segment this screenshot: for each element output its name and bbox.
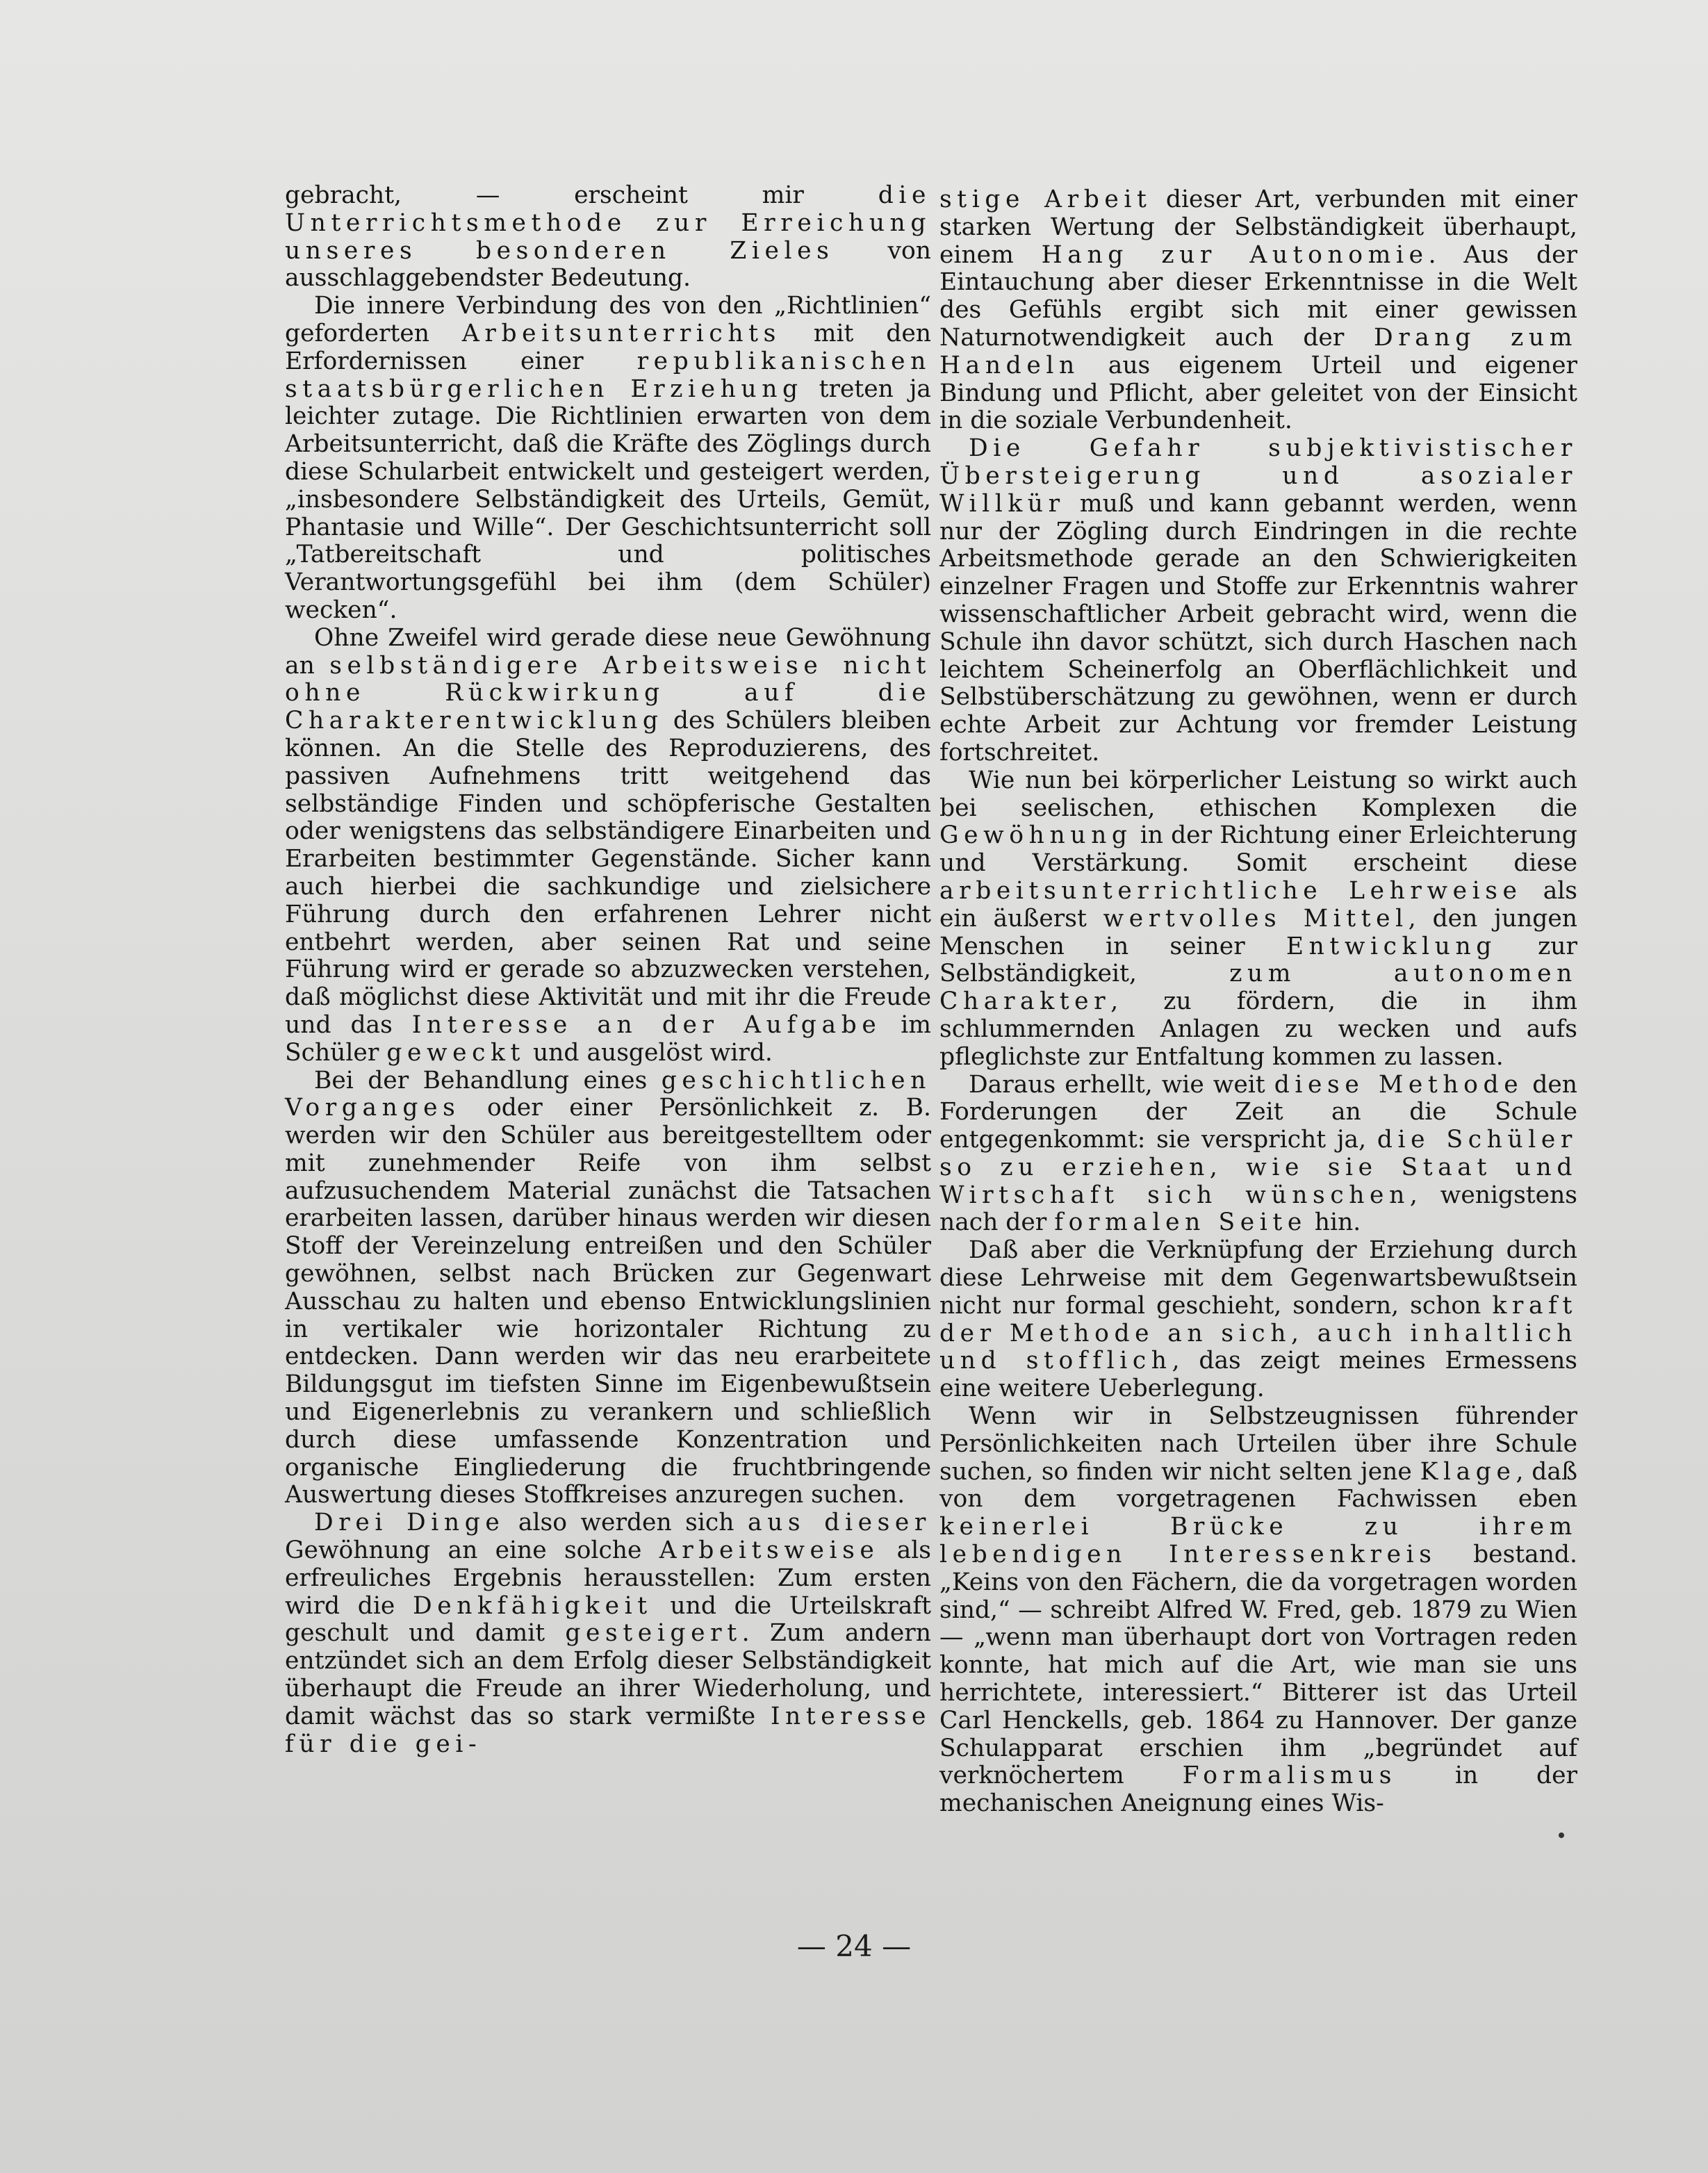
paragraph: [939, 1237, 1577, 1403]
text-run: Daraus erhellt, wie weit: [969, 1070, 1274, 1099]
text-run: als ein äußerst: [939, 876, 1578, 933]
text-run: gebracht, — erscheint mir: [285, 181, 878, 209]
paragraph: [939, 435, 1577, 767]
text-run: und ausgelöst wird.: [525, 1038, 773, 1067]
emphasis-spaced: Arbeitsunterrichts: [461, 319, 781, 347]
paragraph: [285, 1509, 931, 1758]
emphasis-spaced: die Unterrichtsmethode zur Erreichung unseres besonderen Zieles: [285, 181, 931, 265]
emphasis-spaced: selbständigere Arbeitsweise nicht ohne Rückwirkung auf die Charakterentwicklung: [285, 651, 931, 735]
emphasis-spaced: Hang zur Autonomie: [1041, 240, 1429, 269]
emphasis-spaced: kraft der Methode an sich, auch inhaltlich und stofflich: [939, 1291, 1577, 1375]
text-run: , zu fördern, die in ihm schlummernden Anlagen zu wecken und aufs pfleglichste zur Entfaltung kommen zu lassen.: [939, 987, 1577, 1071]
paragraph: [285, 625, 931, 1067]
paragraph: [285, 293, 931, 625]
text-run: in der Richtung einer Erleichterung und Verstärkung. Somit erscheint diese: [939, 821, 1577, 878]
emphasis-spaced: wertvolles Mittel: [1103, 904, 1409, 933]
text-run: oder einer Persönlichkeit z. B. werden wir den Schüler aus bereitgestelltem oder mit zunehmender Reife von ihm selbst aufzusuchendem Material zunächst die Tatsachen erarbeiten lassen, darüber hinaus werden wir diesen Stoff der Vereinzelung entreißen und den Schüler gewöhnen, selbst nach Brücken zur Gegenwart Ausschau zu halten und ebenso Entwicklungslinien in vertikaler wie horizontaler Richtung zu entdecken. Dann werden wir das neu erarbeitete Bildungsgut im tiefsten Sinne im Eigenbewußtsein und Eigenerlebnis zu verankern und schließlich durch diese umfassende Konzentration und organische Eingliederung die fruchtbringende Auswertung dieses Stoffkreises anzuregen suchen.: [285, 1094, 931, 1509]
emphasis-spaced: Drang zum Handeln: [939, 323, 1577, 379]
text-run: Die innere Verbindung des von den „Richtlinien“ geforderten: [285, 292, 931, 347]
text-run: , daß von dem vorgetragenen Fachwissen eben: [939, 1457, 1577, 1514]
emphasis-spaced: Formalismus: [1182, 1762, 1397, 1790]
text-run: als erfreuliches Ergebnis herausstellen: Zum ersten wird die: [285, 1536, 931, 1620]
text-run: Bei der Behandlung eines: [314, 1066, 662, 1094]
emphasis-spaced: Interesse an der Aufgabe: [411, 1010, 882, 1039]
emphasis-spaced: Interesse für die gei-: [285, 1702, 931, 1758]
text-run: hin.: [1306, 1208, 1361, 1237]
text-run: den Forderungen der Zeit an die Schule entgegenkommt: sie verspricht ja,: [939, 1070, 1577, 1154]
left-text-column: [285, 182, 931, 1758]
text-run: in der mechanischen Aneignung eines Wis-: [939, 1762, 1577, 1818]
emphasis-spaced: Klage: [1420, 1457, 1516, 1486]
emphasis-spaced: gesteigert: [565, 1619, 742, 1648]
text-run: . Zum andern entzündet sich an dem Erfolg dieser Selbständigkeit überhaupt die Freude an ihrer Wiederholung, und damit wächst das so stark vermißte: [285, 1619, 931, 1730]
emphasis-spaced: aus dieser: [747, 1509, 931, 1537]
text-run: aus eigenem Urteil und eigener Bindung und Pflicht, aber geleitet von der Einsicht in die soziale Verbundenheit.: [939, 351, 1577, 435]
emphasis-spaced: Die Gefahr subjektivistischer Übersteigerung und asozialer Willkür: [939, 434, 1577, 518]
text-run: mit den Erfordernissen einer: [285, 319, 931, 375]
text-run: Daß aber die Verknüpfung der Erziehung durch diese Lehrweise mit dem Gegenwartsbewußtsein nicht nur formal geschieht, sondern, schon: [939, 1236, 1577, 1320]
text-run: zur Selbständigkeit,: [939, 932, 1577, 988]
text-run: muß und kann gebannt werden, wenn nur der Zögling durch Eindringen in die rechte Arbeitsmethode gerade an den Schwierigkeiten einzelner Fragen und Stoffe zur Erkenntnis wahrer wissenschaftlicher Arbeit gebracht wird, wenn die Schule ihn davor schützt, sich durch Haschen nach leichtem Scheinerfolg an Oberflächlichkeit und Selbstüberschätzung zu gewöhnen, wenn er durch echte Arbeit zur Achtung vor fremder Leistung fortschreitet.: [939, 489, 1577, 766]
emphasis-spaced: geweckt: [386, 1038, 525, 1067]
paragraph: [939, 1403, 1577, 1818]
paragraph: [939, 767, 1577, 1072]
text-run: . Aus der Eintauchung aber dieser Erkenntnisse in die Welt des Gefühls ergibt sich mit einer gewissen Naturnotwendigkeit auch der: [939, 240, 1578, 352]
text-run: und die Urteilskraft geschult und damit: [285, 1591, 931, 1648]
paragraph: [285, 1067, 931, 1510]
emphasis-spaced: Entwicklung: [1286, 932, 1497, 960]
text-run: also werden sich: [504, 1509, 748, 1537]
text-run: , wenigstens nach der: [939, 1181, 1577, 1237]
text-run: treten ja leichter zutage. Die Richtlinien erwarten von dem Arbeitsunterricht, daß die Kräfte des Zöglings durch diese Schularbeit entwickelt und gesteigert werden, „insbesondere Selbständigkeit des Urteils, Gemüt, Phantasie und Wille“. Der Geschichtsunterricht soll „Tatbereitschaft und politisches Verantwortungsgefühl bei ihm (dem Schüler) wecken“.: [285, 375, 931, 624]
emphasis-spaced: diese Methode: [1274, 1070, 1524, 1099]
emphasis-spaced: die Schüler so zu erziehen, wie sie Staat und Wirtschaft sich wünschen: [939, 1126, 1577, 1209]
page-number: — 24 —: [796, 1929, 912, 1963]
emphasis-spaced: republikanischen staatsbürgerlichen Erziehung: [285, 347, 931, 403]
emphasis-spaced: Gewöhnung: [939, 821, 1133, 850]
emphasis-spaced: zum autonomen Charakter: [939, 960, 1577, 1016]
emphasis-spaced: Arbeitsweise: [659, 1536, 880, 1565]
text-run: bestand. „Keins von den Fächern, die da vorgetragen worden sind,“ — schreibt Alfred W. Fred, geb. 1879 zu Wien — „wenn man überhaupt dort von Vortragen reden konnte, hat mich auf die Art, wie man sie uns herrichtete, interessiert.“ Bitterer ist das Urteil Carl Henckells, geb. 1864 zu Hannover. Der ganze Schulapparat erschien ihm „begründet auf verknöchertem: [939, 1541, 1577, 1790]
emphasis-spaced: arbeitsunterrichtliche Lehrweise: [939, 876, 1522, 905]
paragraph: [939, 186, 1577, 435]
emphasis-spaced: Drei Dinge: [314, 1509, 505, 1537]
dust-speck: [1559, 1832, 1564, 1838]
emphasis-spaced: keinerlei Brücke zu ihrem lebendigen Interessenkreis: [939, 1513, 1577, 1569]
emphasis-spaced: formalen Seite: [1054, 1208, 1307, 1237]
text-run: dieser Art, verbunden mit einer starken Wertung der Selbständigkeit überhaupt, einem: [939, 186, 1577, 269]
text-run: Wie nun bei körperlicher Leistung so wirkt auch bei seelischen, ethischen Komplexen die: [939, 766, 1577, 822]
text-run: Gewöhnung an eine solche: [285, 1536, 659, 1565]
text-run: Ohne Zweifel wird gerade diese neue Gewöhnung an: [285, 623, 931, 680]
text-run: Wenn wir in Selbstzeugnissen führender Persönlichkeiten nach Urteilen über ihre Schule suchen, so finden wir nicht selten jene: [939, 1402, 1577, 1486]
text-run: im Schüler: [285, 1010, 931, 1067]
text-run: , das zeigt meines Ermessens eine weitere Ueberlegung.: [939, 1347, 1577, 1403]
emphasis-spaced: geschichtlichen Vorganges: [285, 1066, 931, 1122]
emphasis-spaced: stige Arbeit: [939, 186, 1152, 213]
text-run: des Schülers bleiben können. An die Stelle des Reproduzierens, des passiven Aufnehmens tritt weitgehend das selbständige Finden und schöpferische Gestalten oder wenigstens das selbständigere Einarbeiten und Erarbeiten bestimmter Gegenstände. Sicher kann auch hierbei die sachkundige und zielsichere Führung durch den erfahrenen Lehrer nicht entbehrt werden, aber seinen Rat und seine Führung wird er gerade so abzuzwecken verstehen, daß möglichst diese Aktivität und mit ihr die Freude und das: [285, 707, 931, 1039]
emphasis-spaced: Denkfähigkeit: [412, 1591, 652, 1620]
text-run: von ausschlaggebendster Bedeutung.: [285, 236, 931, 293]
paragraph: [939, 1072, 1577, 1238]
text-run: , den jungen Menschen in seiner: [939, 904, 1577, 960]
right-text-column: [939, 186, 1577, 1818]
paragraph: [285, 182, 931, 293]
